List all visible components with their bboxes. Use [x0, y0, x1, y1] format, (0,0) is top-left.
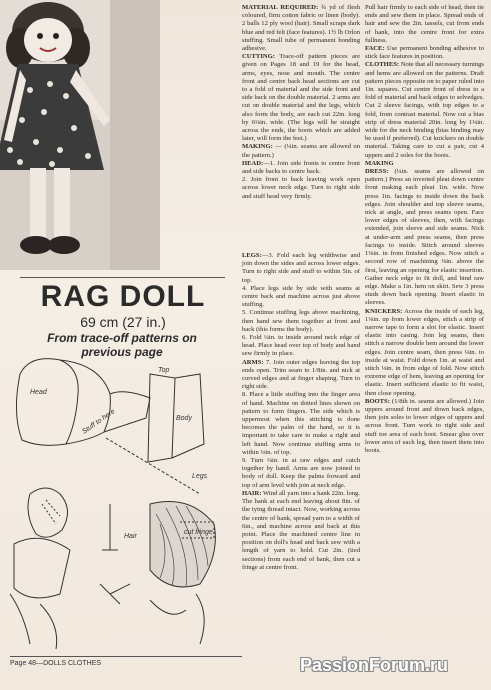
paragraph-heading: MAKING:	[242, 143, 273, 151]
label-head: Head	[30, 389, 47, 396]
watermark: PassionForum.ru	[300, 655, 449, 675]
paragraph	[365, 61, 484, 159]
label-body: Body	[176, 415, 192, 422]
paragraph	[365, 308, 484, 398]
paragraph-text: — (¼in. seams are allowed on the pattern.)	[242, 143, 360, 159]
paragraph	[242, 490, 360, 572]
label-hair: Hair	[124, 533, 137, 540]
paragraph-heading: DRESS:	[365, 168, 389, 176]
divider-bottom	[10, 656, 242, 657]
label-cut-fringe: cut fringe	[184, 529, 213, 536]
paragraph-heading: HEAD:	[242, 159, 264, 167]
paragraph	[242, 285, 360, 310]
page-footer: Page 48—DOLLS CLOTHES	[10, 660, 102, 667]
paragraph	[242, 176, 360, 201]
paragraph	[242, 391, 360, 457]
text-column-2	[365, 4, 484, 455]
doll-size: 69 cm (27 in.)	[80, 314, 166, 330]
paragraph-text: Wind all yarn into a hank 22in. long. The hank at each end leaving about 8in. of the tying thread intact. Now, working across the centre of hank, spread yarn to a width of 6in., and machine across and back at this point. Place the machined centre line in position on doll's head and back sew with a length of yarn to hold. Cut 2in. (tied sections) from each end of hank, then cut a fringe at centre front.	[242, 489, 360, 571]
paragraph-text: Pull hair firmly to each side of head, then tie ends and sew them in place. Spread ends of hair and sew the 2in. tassels, cut from ends of hank, into the centre front for extra fullness.	[365, 4, 484, 44]
paragraph-heading: LEGS:	[242, 252, 262, 259]
paragraph-text: Note that all necessary turnings and hems are allowed on the patterns. Draft pattern pieces opposite on to paper ruled into 1in. squares. Cut centre front of dress to a fold of material and back edges to selvedges. Cut 2 sleeve facings, with top edges to a fold, from contrast material. Now cut a bias strip of dress material 20in. long by 1¼in. wide for the neck binding (bias binding may be used if preferred). Cut knickers on double material. Taking care to cut a pair, cut 4 uppers and 2 soles for the boots.	[365, 61, 484, 159]
paragraph	[242, 160, 360, 176]
paragraph-text: ¾ yd of flesh coloured, firm cotton fabric or linen (body). 2 balls 12 ply wool (hair). Small scraps dark blue and red felt (face features). 1½ lb Orlon stuffing. Small tube of permanent bonding adhesive.	[242, 4, 360, 53]
paragraph-text: 8. Place a little stuffing into the finger area of hand. Machine on dotted lines shown on pattern to form fingers. The side which is uppermost when this stitching is done becomes the palm of the hand, so it is important to take care to make a right and left hand. Now continue stuffing arms to within ⅛in. of top.	[242, 391, 360, 456]
label-legs: Legs	[192, 473, 208, 480]
paragraph-heading: ARMS:	[242, 358, 264, 366]
paragraph	[242, 143, 360, 159]
paragraph	[242, 359, 360, 392]
page-title: RAG DOLL	[40, 280, 206, 313]
paragraph-text: —1. Join side fronts to centre front and side backs to centre back.	[242, 159, 360, 176]
paragraph	[242, 334, 360, 359]
paragraph-text: Use permanent bonding adhesive to stick face features in position.	[365, 45, 484, 61]
paragraph	[365, 168, 484, 307]
paragraph	[242, 309, 360, 334]
paragraph-text: —3. Fold each leg widthwise and join down the sides and across lower edges. Turn to right side and stuff to within 5in. of top.	[242, 252, 360, 284]
text-column-1	[242, 4, 360, 201]
paragraph-text: 5. Continue stuffing legs above machining, then hand sew them together at front and back (this forms the body).	[242, 309, 360, 333]
subtitle: From trace-off patterns on previous page	[47, 331, 197, 359]
paragraph	[242, 252, 360, 285]
paragraph	[365, 160, 484, 168]
paragraph-heading: KNICKERS:	[365, 307, 403, 315]
pattern-diagram	[0, 354, 240, 654]
paragraph-text: 4. Place legs side by side with seams at centre back and machine across just above stuffing.	[242, 284, 360, 309]
paragraph-text: (¼in. seams are allowed on pattern.) Press an inverted pleat down centre front making each pleat 1in. wide. Now press 1in. facings to inside down the back edges. Join shoulder and top sleeve seams, nick at angle, and press seams open. Face lower edges of sleeves, then, with facings extended, join sleeve and side seams. Nick at under-arm and press seams, then press facings to inside. Stitch around sleeves 1⅛in. in from finished edges. Now stitch a second row of machining ⅛in. above the first, leaving an opening for elastic insertion. Gather neck edge to fit doll, and bind raw edge. Make a 1in. hem on skirt. Sew 3 press studs down back opening. Insert elastic in sleeves.	[365, 168, 484, 307]
paragraph-text: 6. Fold ¼in. to inside around neck edge of head. Place head over top of body and hand sew firmly in place.	[242, 334, 360, 358]
label-top: Top	[158, 367, 170, 374]
paragraph-text: 2. Join front to back leaving work open across lower neck edge. Turn to right side and stuff head very firmly.	[242, 176, 360, 200]
divider-top	[20, 277, 225, 278]
paragraph	[242, 4, 360, 53]
paragraph-text: 9. Turn ¼in. in at raw edges and catch together by hand. Arms are now joined to body of doll. Keep the palms forward and top of arm level with join at neck edge.	[242, 457, 360, 489]
paragraph	[242, 53, 360, 143]
paragraph-text: 7. Join outer edges leaving the top ends open. Trim seam to 1/8in. and nick at curved edges and at finger shaping. Turn to right side.	[242, 358, 360, 391]
text-column-1-lower	[242, 252, 360, 572]
paragraph-text: (1/8th in. seams are allowed.) Join uppers around front and down back edges, then join soles to lower edges of uppers and across front. Turn work to right side and stuff toe area of each boot. Smear glue over lower area of each leg, then insert them into boots.	[365, 397, 484, 454]
paragraph-text: Across the inside of each leg, 1⅛in. up from lower edges, stitch a strip of narrow tape to form a slot for elastic. Insert elastic into casing. Join leg seams, then stitch a narrow double hem around the lower edges. Join centre seam, then press ⅛in. to inside at waist. Fold down 1in. at waist and stitch ⅛in. in from edge of fold. Now stitch extreme edge of hem, leaving an opening for elastic. Insert sufficient elastic to fit waist, then close opening.	[365, 307, 484, 397]
paragraph-heading: CLOTHES:	[365, 61, 400, 69]
paragraph-heading: MAKING	[365, 159, 394, 167]
paragraph	[365, 4, 484, 45]
paragraph-heading: BOOTS:	[365, 397, 390, 405]
paragraph-text: Trace-off pattern pieces are given on Pages 18 and 19 for the head, arms, eyes, nose and mouth. The centre front and centre back head sections are cut to a fold of material and the side front and side back on the double material. 2 arms are cut on double material and the legs, which also form the body, are each cut 22in. long by 6⅛in. wide. (The legs will be straight across the ends, the boots which are added later, will form the feet.)	[242, 53, 360, 143]
paragraph	[365, 398, 484, 455]
doll-photo	[0, 0, 160, 270]
paragraph-heading: FACE:	[365, 45, 385, 53]
paragraph-heading: HAIR:	[242, 489, 262, 497]
paragraph	[242, 457, 360, 490]
paragraph-heading: CUTTING:	[242, 53, 275, 61]
paragraph-heading: MATERIAL REQUIRED:	[242, 4, 319, 11]
label-stuff-to-here: Stuff to here	[81, 408, 117, 436]
paragraph	[365, 45, 484, 61]
